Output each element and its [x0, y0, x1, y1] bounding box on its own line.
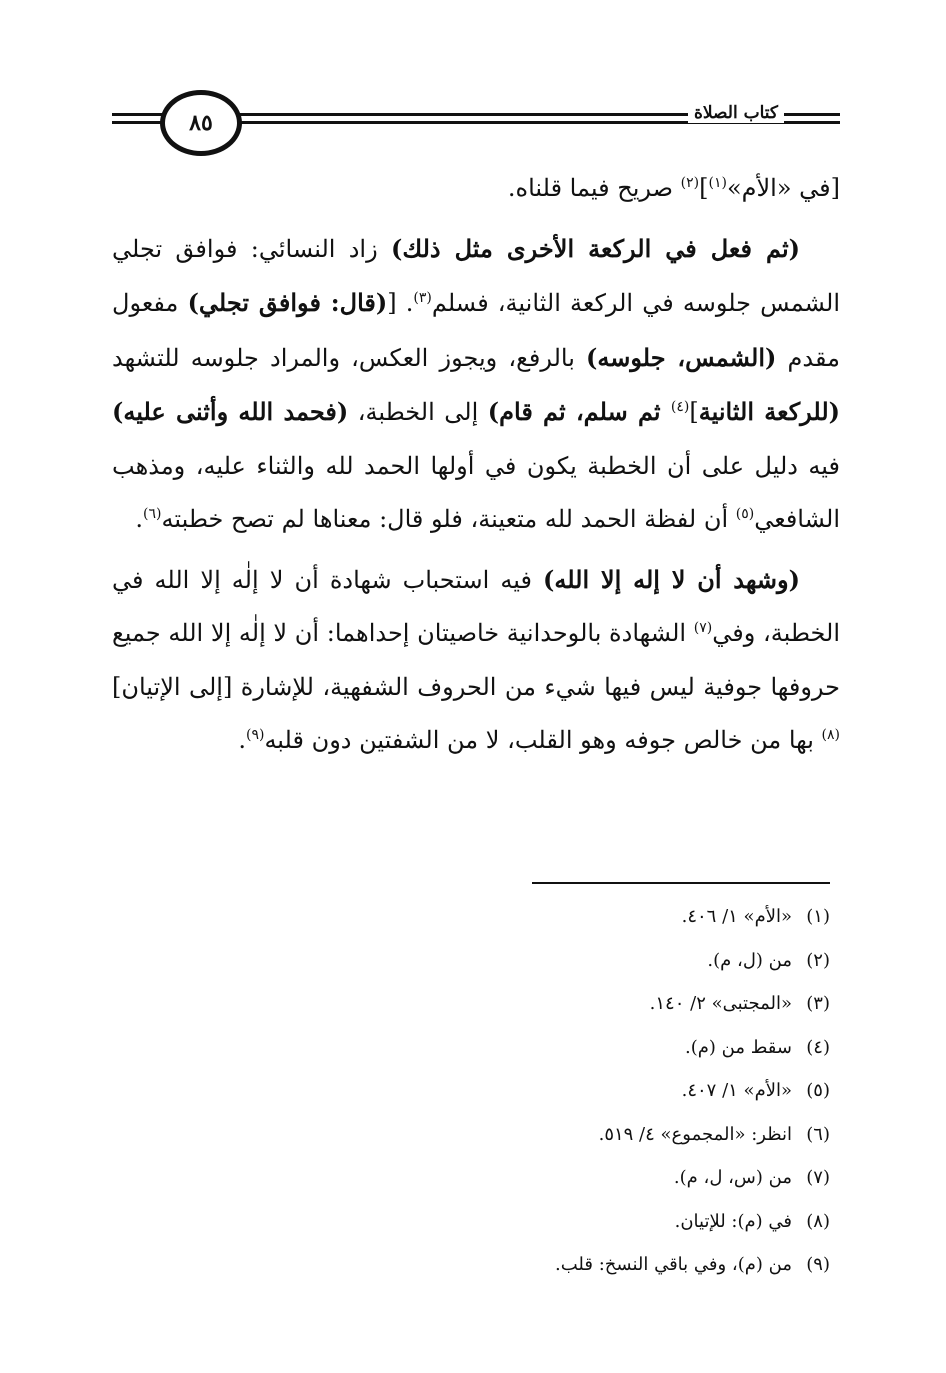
text-run: . [238, 726, 246, 754]
footnote-marker: (١) [708, 175, 727, 191]
footnote-marker: (٩) [245, 727, 265, 743]
footnote-marker: (٧) [693, 620, 713, 636]
text-run: فيه دليل على أن الخطبة يكون في أولها الحمد لله والثناء عليه، ومذهب الشافعي [112, 451, 840, 533]
footnote-text: سقط من (م). [685, 1036, 792, 1058]
paragraph [112, 553, 840, 768]
footnote-separator [532, 882, 830, 884]
footnote-item [112, 1026, 830, 1070]
bold-text-run: (قال: فوافق تجلي) [187, 288, 388, 317]
footnote-item [112, 1069, 830, 1113]
bold-text-run: ثم سلم، ثم قام) [487, 397, 671, 426]
footnote-number: (٢) [806, 949, 830, 971]
footnote-marker: (٨) [821, 727, 840, 743]
footnote-number: (٥) [806, 1080, 830, 1101]
text-run: إلى الخطبة، [348, 398, 488, 426]
footnote-text: «الأم» ١/ ٤٠٧. [681, 1080, 792, 1101]
footnote-marker: (٣) [413, 290, 432, 306]
footnotes [112, 895, 830, 1287]
text-run: الشهادة بالوحدانية خاصيتان إحداهما: أن لا إلٰه إلا الله جميع حروفها جوفية ليس فيها شيء من الحروف الشفهية، للإشارة [إلى الإتيان] [112, 619, 840, 701]
footnote-marker: (٦) [143, 506, 162, 522]
footnote-marker: (٤) [670, 399, 690, 415]
text-run: ] [699, 174, 709, 202]
main-text [112, 162, 840, 768]
footnote-text: من (م)، وفي باقي النسخ: قلب. [555, 1254, 792, 1275]
text-run: . [ [387, 289, 414, 317]
page-header [112, 84, 840, 154]
footnote-text: من (ل، م). [707, 949, 792, 971]
footnote-text: من (س، ل، م). [673, 1167, 792, 1188]
footnote-text: «المجتبى» ٢/ ١٤٠. [649, 993, 792, 1014]
bold-text-run: (للركعة الثانية [698, 397, 840, 426]
bold-text-run: (ثم فعل في الركعة الأخرى مثل ذلك) [391, 233, 801, 263]
footnote-text: «الأم» ١/ ٤٠٦. [681, 906, 792, 927]
footnote-text: انظر: «المجموع» ٤/ ٥١٩. [598, 1123, 792, 1145]
bold-text-run: (الشمس، جلوسه) [586, 342, 777, 372]
footnote-text: في (م): للإتيان. [674, 1210, 792, 1232]
footnote-item [112, 982, 830, 1026]
bold-text-run: (فحمد الله وأثنى عليه) [112, 397, 349, 426]
text-run: [في «الأم» [726, 174, 840, 202]
paragraph [112, 222, 840, 547]
text-run: . [135, 505, 143, 533]
footnote-number: (٧) [806, 1167, 830, 1188]
footnote-marker: (٢) [680, 175, 700, 191]
paragraph [112, 162, 840, 216]
text-run: ] [689, 398, 699, 426]
text-run: بالرفع، ويجوز العكس، والمراد جلوسه للتشهد [112, 343, 587, 372]
footnote-item [112, 895, 830, 939]
text-run: مفعول مقدم [112, 289, 840, 372]
footnote-item [112, 1243, 830, 1287]
footnote-item [112, 1156, 830, 1200]
text-run: أن لفظة الحمد لله متعينة، فلو قال: معناها لم تصح خطبته [161, 505, 736, 533]
running-title: كتاب الصلاة [688, 103, 784, 123]
text-run: صريح فيما قلناه. [507, 174, 681, 202]
footnote-item [112, 939, 830, 983]
footnote-item [112, 1200, 830, 1244]
footnote-number: (٤) [806, 1036, 830, 1058]
bold-text-run: (وشهد أن لا إله إلا الله) [543, 564, 800, 594]
footnote-marker: (٥) [735, 506, 755, 522]
footnote-number: (٨) [806, 1210, 830, 1232]
text-run: فيه استحباب شهادة أن لا إلٰه إلا الله في الخطبة، وفي [112, 565, 840, 647]
page-number: ٨٥ [160, 90, 242, 156]
text-run: بها من خالص جوفه وهو القلب، لا من الشفتين دون قلبه [264, 726, 822, 754]
footnote-item [112, 1113, 830, 1157]
footnote-number: (٩) [806, 1254, 830, 1275]
text-run: زاد النسائي: فوافق تجلي الشمس جلوسه في الركعة الثانية، فسلم [112, 234, 841, 317]
footnote-number: (٣) [806, 993, 830, 1014]
footnote-number: (١) [806, 906, 830, 927]
footnote-number: (٦) [806, 1123, 830, 1145]
